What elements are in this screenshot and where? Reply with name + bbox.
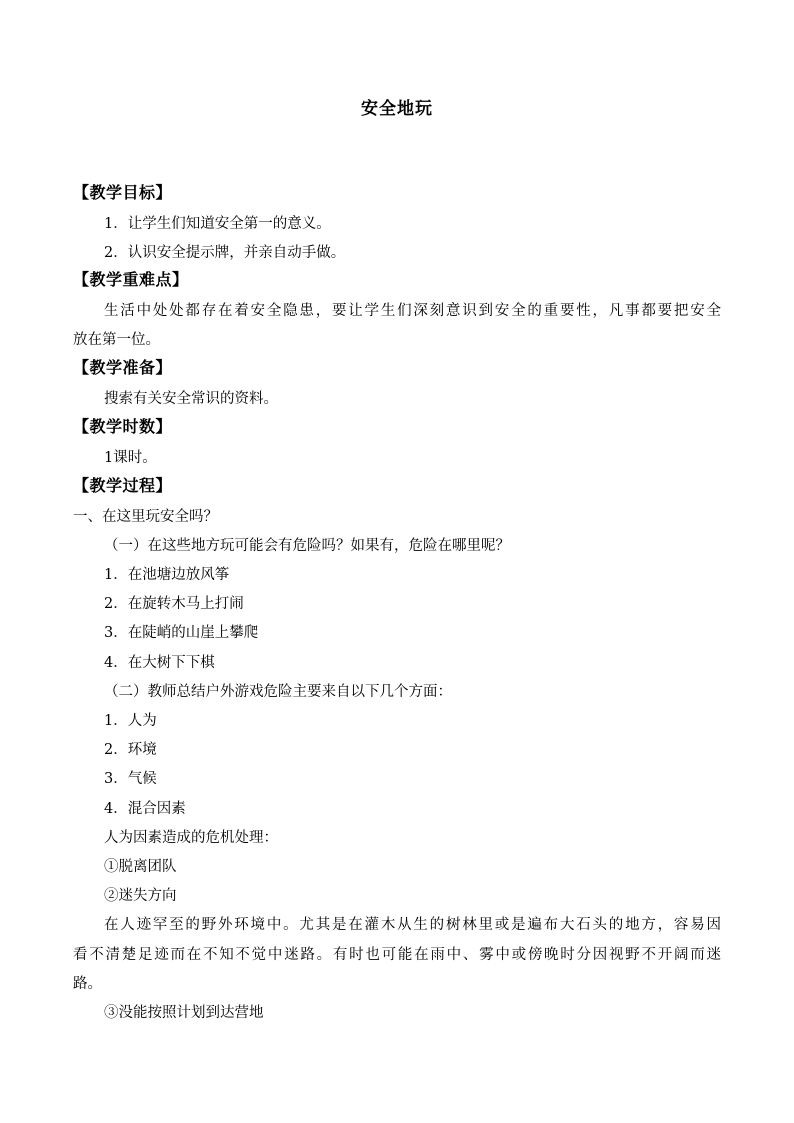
section-heading-hours: 【教学时数】: [73, 417, 173, 436]
preparation-text: 搜索有关安全常识的资料。: [104, 391, 278, 407]
case-item-1: ①脱离团队: [104, 859, 177, 875]
process-part-1: 一、在这里玩安全吗？: [73, 509, 218, 525]
section-heading-key-points: 【教学重难点】: [73, 270, 189, 289]
list-item: 3．在陡峭的山崖上攀爬: [104, 625, 259, 641]
goal-item-2: 2．认识安全提示牌，并亲自动手做。: [104, 245, 346, 261]
human-factor-heading: 人为因素造成的危机处理：: [104, 830, 278, 846]
section-heading-goals: 【教学目标】: [73, 183, 173, 202]
key-points-line-1: 生活中处处都存在着安全隐患，要让学生们深刻意识到安全的重要性，凡事都要把安全: [104, 303, 721, 319]
page-title: 安全地玩: [361, 99, 433, 119]
list-item: 2．在旋转木马上打闹: [104, 596, 244, 612]
process-subsection-2: （二）教师总结户外游戏危险主要来自以下几个方面：: [104, 684, 452, 700]
case-item-2: ②迷失方向: [104, 888, 177, 904]
list-item: 4．在大树下下棋: [104, 655, 215, 671]
list-item: 1．人为: [104, 713, 157, 729]
list-item: 2．环境: [104, 742, 157, 758]
list-item: 1．在池塘边放风筝: [104, 567, 230, 583]
section-heading-preparation: 【教学准备】: [73, 358, 173, 377]
list-item: 4．混合因素: [104, 801, 186, 817]
goal-item-1: 1．让学生们知道安全第一的意义。: [104, 216, 331, 232]
process-subsection-1: （一）在这些地方玩可能会有危险吗？如果有，危险在哪里呢？: [104, 538, 510, 554]
case-item-3: ③没能按照计划到达营地: [104, 1005, 264, 1021]
list-item: 3．气候: [104, 771, 157, 787]
paragraph-line-2: 看不清楚足迹而在不知不觉中迷路。有时也可能在雨中、雾中或傍晚时分因视野不开阔而迷: [73, 947, 721, 963]
key-points-line-2: 放在第一位。: [73, 332, 160, 348]
paragraph-line-1: 在人迹罕至的野外环境中。尤其是在灌木从生的树林里或是遍布大石头的地方，容易因: [104, 917, 721, 933]
hours-text: 1课时。: [104, 450, 157, 466]
paragraph-line-3: 路。: [73, 976, 102, 992]
section-heading-process: 【教学过程】: [73, 476, 173, 495]
